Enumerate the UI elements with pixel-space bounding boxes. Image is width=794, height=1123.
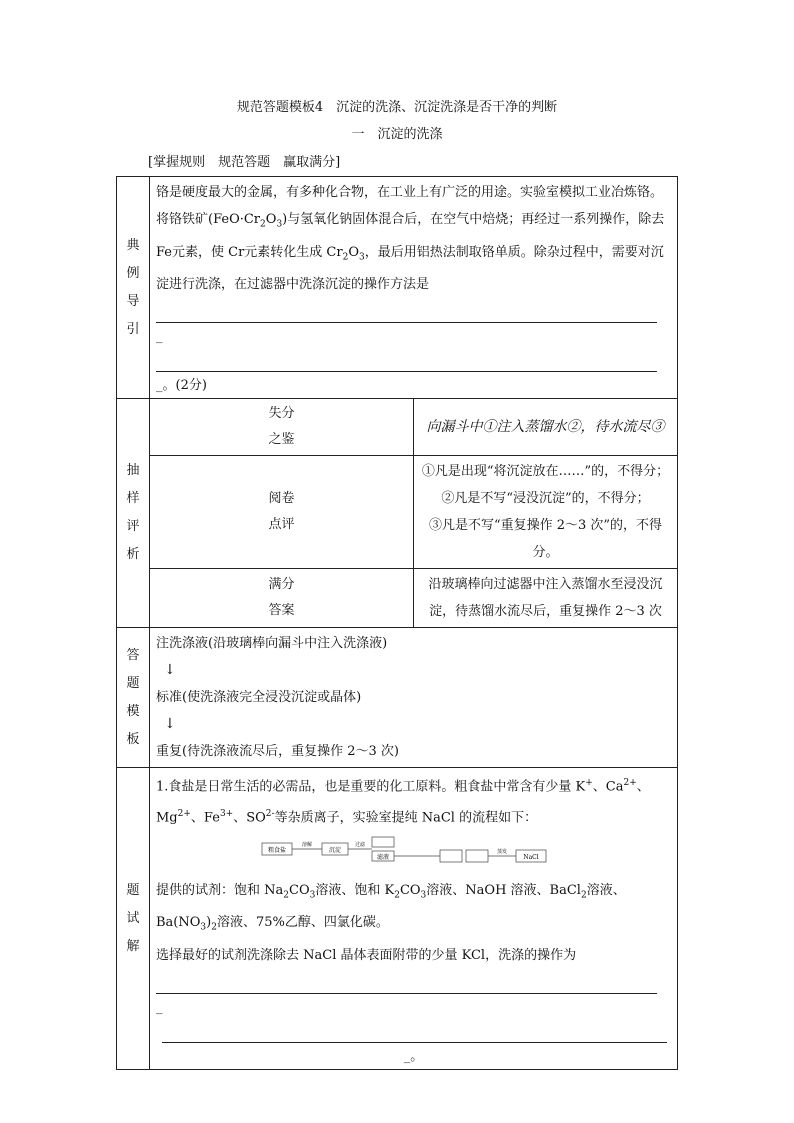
blank-mark: _ — [156, 329, 163, 345]
template-step-1: 注洗涤液(沿玻璃棒向漏斗中注入洗涤液) — [156, 636, 388, 652]
answer-end: _。 — [403, 1049, 424, 1065]
template-step-2: 标准(使洗涤液完全浸没沉淀或晶体) — [156, 690, 362, 706]
label-full: 满分 答案 — [150, 569, 414, 628]
label-sample: 抽 样 评 析 — [117, 399, 150, 628]
trial-question: 1.食盐是日常生活的必需品，也是重要的化工原料。粗食盐中常含有少量 K+、$Ca^{2+}$、$Mg^{2+}$、$Fe^{3+}$、$SO^{2-}$等杂质离子，实验室提纯 NaCl 的流程如下： — [156, 778, 650, 825]
flow-step: NaCl — [523, 853, 539, 861]
trial-prompt: 选择最好的试剂洗涤除去 NaCl 晶体表面附带的少量 KCl，洗涤的操作为 — [156, 948, 577, 964]
blank-mark: _ — [156, 1000, 163, 1016]
flow-step: 滤液 — [376, 853, 390, 861]
row-template — [117, 628, 678, 768]
section-subtitle: 一 沉淀的洗涤 — [351, 127, 443, 142]
review-points: ①凡是出现“将沉淀放在……”的，不得分； ②凡是不写“浸没沉淀”的，不得分； ③凡是不写“重复操作 2～3 次”的，不得分。 — [414, 456, 678, 569]
trial-content — [150, 768, 678, 1070]
row-sample-loss — [117, 399, 678, 456]
flow-step: 粗食盐 — [267, 846, 287, 854]
trial-reagents: 提供的试剂：饱和 $Na_2CO_3$溶液、饱和 $K_2CO_3$溶液、NaOH 溶液、BaCl$_2$溶液、$Ba(NO_3)_2$溶液、75%乙醇、四氯化碳。 — [156, 882, 626, 934]
main-table — [116, 176, 678, 1070]
label-review: 阅卷 点评 — [150, 456, 414, 569]
label-loss: 失分 之鉴 — [150, 399, 414, 456]
label-template: 答 题 模 板 — [117, 628, 150, 768]
label-typical: 典 例 导 引 — [117, 177, 150, 399]
answer-blank-4[interactable] — [162, 1022, 667, 1043]
arrow-down-icon: ↓ — [164, 716, 176, 733]
answer-end: _。(2分) — [156, 378, 207, 394]
template-step-3: 重复(待洗涤液流尽后，重复操作 2～3 次) — [156, 744, 399, 760]
template-content — [150, 628, 678, 768]
typical-content — [150, 177, 678, 399]
answer-blank-1[interactable] — [156, 302, 657, 323]
answer-blank-3[interactable] — [156, 973, 657, 994]
flow-step: 蒸发 — [496, 848, 508, 855]
row-typical — [117, 177, 678, 399]
row-sample-full — [117, 569, 678, 628]
row-sample-review — [117, 456, 678, 569]
label-trial: 题 试 解 — [117, 768, 150, 1070]
full-answer: 沿玻璃棒向过滤器中注入蒸馏水至浸没沉淀，待蒸馏水流尽后，重复操作 2～3 次 — [414, 569, 678, 628]
flow-step: 溶解 — [301, 841, 313, 848]
row-trial — [117, 768, 678, 1070]
rule-text: [掌握规则 规范答题 赢取满分] — [148, 155, 341, 170]
typical-paragraph: 铬是硬度最大的金属，有多种化合物，在工业上有广泛的用途。实验室模拟工业冶炼铬。将铬铁矿$(FeO\cdot Cr_2O_3)$与氢氧化钠固体混合后，在空气中焙烧；再经过一系列操作，除去 Fe元素，使 Cr元素转化生成 $Cr_2O_3$，最后用铝热法制取铬单质。除杂过程中，需要对沉淀进行洗涤，在过滤器中洗涤沉淀的操作方法是 — [156, 185, 665, 293]
handwriting-sample: 向漏斗中①注入蒸馏水②，待水流尽③ — [414, 399, 678, 456]
arrow-down-icon: ↓ — [164, 662, 176, 679]
process-flow-diagram — [260, 833, 550, 867]
flow-step: 过滤 — [354, 841, 366, 848]
page-title: 规范答题模板4 沉淀的洗涤、沉淀洗涤是否干净的判断 — [236, 100, 558, 115]
answer-blank-2[interactable] — [156, 351, 657, 372]
flow-step: 沉淀 — [328, 846, 342, 854]
